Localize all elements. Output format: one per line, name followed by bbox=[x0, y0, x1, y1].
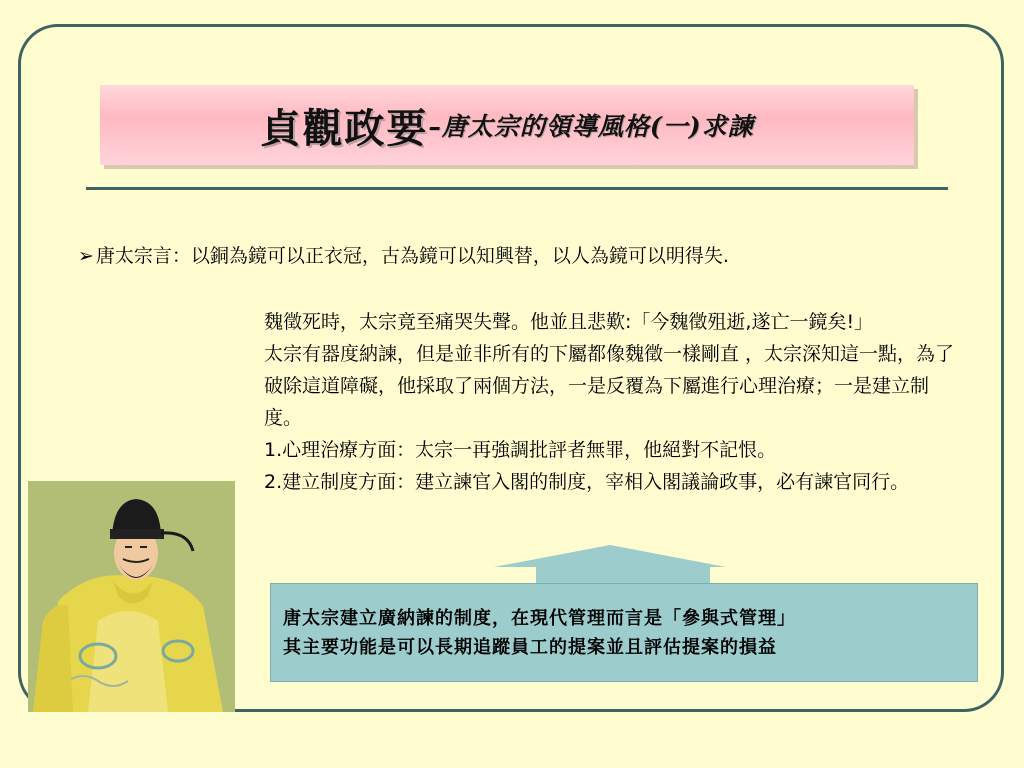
bullet-arrow-icon: ➢ bbox=[78, 245, 94, 267]
quote-text: 唐太宗言：以銅為鏡可以正衣冠，古為鏡可以知興替，以人為鏡可以明得失. bbox=[95, 245, 729, 267]
slide-title: 貞觀政要 bbox=[260, 104, 429, 152]
title-divider bbox=[86, 187, 948, 190]
quote-bullet bbox=[78, 241, 978, 268]
conclusion-callout bbox=[270, 583, 978, 682]
emperor-portrait-image bbox=[28, 481, 235, 712]
title-banner bbox=[100, 85, 914, 165]
body-paragraph: 魏徵死時，太宗竟至痛哭失聲。他並且悲歎:「今魏徵殂逝,遂亡一鏡矣!」 bbox=[264, 311, 874, 333]
up-arrow-icon bbox=[490, 543, 730, 585]
body-paragraph: 2.建立制度方面：建立諫官入閣的制度，宰相入閣議論政事，必有諫官同行。 bbox=[264, 471, 910, 493]
body-paragraph: 太宗有器度納諫，但是並非所有的下屬都像魏徵一樣剛直 ，太宗深知這一點，為了破除這道障礙，他採取了兩個方法，一是反覆為下屬進行心理治療；一是建立制度。 bbox=[264, 343, 955, 429]
conclusion-line-2: 其主要功能是可以長期追蹤員工的提案並且評估提案的損益 bbox=[283, 637, 777, 658]
slide-subtitle: –唐太宗的領導風格(一)求諫 bbox=[428, 112, 754, 141]
conclusion-line-1: 唐太宗建立廣納諫的制度，在現代管理而言是「參與式管理」 bbox=[283, 608, 796, 629]
body-text-block bbox=[264, 306, 964, 498]
body-paragraph: 1.心理治療方面：太宗一再強調批評者無罪，他絕對不記恨。 bbox=[264, 439, 777, 461]
